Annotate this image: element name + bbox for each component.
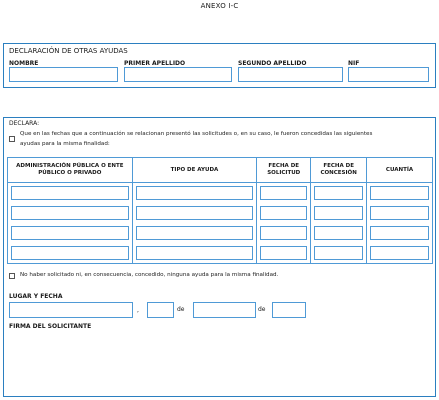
no-solicitado-checkbox[interactable] <box>9 273 15 279</box>
cuantia-input[interactable] <box>370 246 429 260</box>
primer-apellido-input[interactable] <box>124 67 232 82</box>
table-row <box>8 223 433 243</box>
otras-ayudas-heading: DECLARACIÓN DE OTRAS AYUDAS <box>9 47 128 55</box>
nombre-input[interactable] <box>9 67 118 82</box>
de-separator-1: de <box>177 306 185 313</box>
nombre-label: NOMBRE <box>9 60 39 67</box>
administracion-input[interactable] <box>11 246 129 260</box>
tipo-ayuda-input[interactable] <box>136 226 254 240</box>
administracion-input[interactable] <box>11 206 129 220</box>
header-fecha-concesion: FECHA DE CONCESIÓN <box>311 158 367 183</box>
cuantia-input[interactable] <box>370 206 429 220</box>
fecha-solicitud-input[interactable] <box>260 246 307 260</box>
table-row <box>8 183 433 204</box>
dia-input[interactable] <box>147 302 174 318</box>
primer-apellido-label: PRIMER APELLIDO <box>124 60 186 67</box>
table-header-row <box>8 158 433 183</box>
header-cuantia: CUANTÍA <box>367 158 433 183</box>
ayudas-table <box>7 157 433 264</box>
fecha-concesion-input[interactable] <box>314 206 363 220</box>
fecha-concesion-input[interactable] <box>314 186 363 200</box>
header-fecha-solicitud: FECHA DE SOLICITUD <box>257 158 311 183</box>
table-row <box>8 203 433 223</box>
mes-input[interactable] <box>193 302 256 318</box>
administracion-input[interactable] <box>11 226 129 240</box>
cuantia-input[interactable] <box>370 186 429 200</box>
tipo-ayuda-input[interactable] <box>136 246 254 260</box>
fecha-solicitud-input[interactable] <box>260 226 307 240</box>
document-title: ANEXO I-C <box>200 2 239 10</box>
declara-heading: DECLARA: <box>9 120 40 127</box>
solicitadas-checkbox[interactable] <box>9 136 15 142</box>
fecha-concesion-input[interactable] <box>314 226 363 240</box>
fecha-concesion-input[interactable] <box>314 246 363 260</box>
nif-label: NIF <box>348 60 360 67</box>
no-solicitado-text: No haber solicitado ni, en consecuencia, concedido, ninguna ayuda para la misma finalidad. <box>20 272 279 278</box>
de-separator-2: de <box>258 306 266 313</box>
nif-input[interactable] <box>348 67 429 82</box>
lugar-fecha-label: LUGAR Y FECHA <box>9 293 63 300</box>
fecha-solicitud-input[interactable] <box>260 186 307 200</box>
anio-input[interactable] <box>272 302 306 318</box>
comma-separator: , <box>137 307 139 314</box>
tipo-ayuda-input[interactable] <box>136 186 254 200</box>
solicitadas-text-line2: ayudas para la misma finalidad: <box>20 141 110 147</box>
lugar-input[interactable] <box>9 302 133 318</box>
solicitadas-text-line1: Que en las fechas que a continuación se relacionan presentó las solicitudes o, en su caso, le fueron concedidas las siguientes <box>20 131 373 137</box>
fecha-solicitud-input[interactable] <box>260 206 307 220</box>
firma-label: FIRMA DEL SOLICITANTE <box>9 323 92 330</box>
administracion-input[interactable] <box>11 186 129 200</box>
table-row <box>8 243 433 264</box>
header-tipo-ayuda: TIPO DE AYUDA <box>132 158 257 183</box>
segundo-apellido-label: SEGUNDO APELLIDO <box>238 60 307 67</box>
header-administracion: ADMINISTRACIÓN PÚBLICA O ENTE PÚBLICO O PRIVADO <box>8 158 133 183</box>
tipo-ayuda-input[interactable] <box>136 206 254 220</box>
cuantia-input[interactable] <box>370 226 429 240</box>
segundo-apellido-input[interactable] <box>238 67 343 82</box>
